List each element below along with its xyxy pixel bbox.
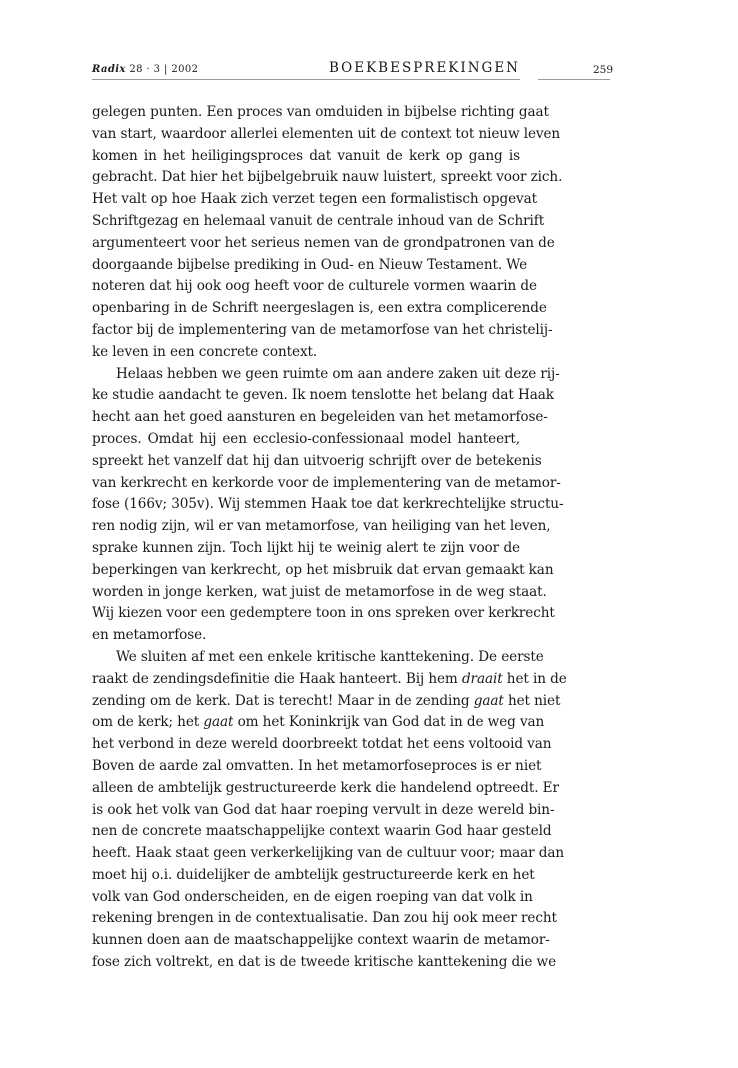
- line-text: Het valt op hoe Haak zich verzet tegen een formalistisch opgevat: [92, 191, 537, 208]
- text-line: [92, 211, 545, 233]
- journal-issue: 28 · 3 | 2002: [129, 64, 199, 75]
- text-line: [92, 407, 548, 429]
- paragraph: [92, 647, 567, 974]
- text-line: [92, 865, 535, 887]
- line-text: ren nodig zijn, wil er van metamorfose, van heiliging van het leven,: [92, 518, 551, 535]
- line-text: noteren dat hij ook oog heeft voor de culturele vormen waarin de: [92, 278, 537, 295]
- text-line: [92, 887, 533, 909]
- article-body: [92, 102, 567, 974]
- text-line: [92, 516, 551, 538]
- line-text: Schriftgezag en helemaal vanuit de centrale inhoud van de Schrift: [92, 212, 545, 229]
- text-line: [92, 560, 554, 582]
- emphasis-text: gaat: [203, 714, 234, 731]
- text-line: [92, 908, 557, 930]
- line-text: worden in jonge kerken, wat juist de metamorfose in de weg staat.: [92, 583, 547, 600]
- line-text: het verbond in deze wereld doorbreekt totdat het eens voltooid van: [92, 736, 552, 753]
- text-line: [92, 342, 520, 364]
- line-text: nen de concrete maatschappelijke context waarin God haar gesteld: [92, 823, 552, 840]
- text-line: [92, 843, 565, 865]
- journal-reference: [92, 64, 198, 75]
- page-number: 259: [593, 64, 614, 76]
- line-text: sprake kunnen zijn. Toch lijkt hij te weinig alert te zijn voor de: [92, 539, 520, 556]
- line-text: rekening brengen in de contextualisatie. Dan zou hij ook meer recht: [92, 910, 557, 927]
- section-title: BOEKBESPREKINGEN: [329, 60, 520, 76]
- text-line: [92, 691, 561, 713]
- line-text: spreekt het vanzelf dat hij dan uitvoerig schrijft over de betekenis: [92, 452, 542, 469]
- line-text: van kerkrecht en kerkorde voor de implementering van de metamor-: [92, 474, 561, 491]
- line-text: Helaas hebben we geen ruimte om aan andere zaken uit deze rij-: [116, 365, 560, 382]
- text-line: [92, 385, 554, 407]
- text-line: [92, 582, 547, 604]
- line-text: factor bij de implementering van de metamorfose van het christelij-: [92, 321, 553, 338]
- line-text: openbaring in de Schrift neergeslagen is, een extra complicerende: [92, 300, 547, 317]
- line-text: We sluiten af met een enkele kritische kanttekening. De eerste: [116, 648, 544, 665]
- line-text: van start, waardoor allerlei elementen uit de context tot nieuw leven: [92, 125, 561, 142]
- text-line: [92, 647, 544, 669]
- text-line: [92, 255, 528, 277]
- line-text: ke leven in een concrete context.: [92, 343, 318, 360]
- text-line: [92, 625, 520, 647]
- journal-name: Radix: [92, 64, 126, 75]
- text-line: [92, 276, 537, 298]
- text-line: [92, 800, 555, 822]
- text-line: [92, 451, 542, 473]
- line-text: komen in het heiligingsproces dat vanuit de kerk op gang is: [92, 147, 520, 164]
- line-text: alleen de ambtelijk gestructureerde kerk die handelend optreedt. Er: [92, 779, 559, 796]
- line-text: om de kerk; het: [92, 714, 204, 731]
- line-text: Wij kiezen voor een gedemptere toon in ons spreken over kerkrecht: [92, 605, 555, 622]
- text-line: [92, 603, 555, 625]
- header-rule: [92, 79, 520, 80]
- line-text: proces. Omdat hij een ecclesio-confessionaal model hanteert,: [92, 430, 520, 447]
- page-number-block: [538, 60, 614, 80]
- text-line: [92, 298, 547, 320]
- line-text: gebracht. Dat hier het bijbelgebruik nauw luistert, spreekt voor zich.: [92, 169, 563, 186]
- line-text: raakt de zendingsdefinitie die Haak hanteert. Bij hem: [92, 670, 462, 687]
- text-line: [92, 756, 542, 778]
- running-header: [92, 60, 520, 80]
- line-text: het in de: [502, 670, 567, 687]
- text-line: [92, 778, 559, 800]
- text-line: [92, 952, 557, 974]
- line-text: kunnen doen aan de maatschappelijke context waarin de metamor-: [92, 932, 550, 949]
- text-line: [92, 233, 555, 255]
- paragraph: [92, 102, 563, 364]
- line-text: en metamorfose.: [92, 627, 207, 644]
- line-text: hecht aan het goed aansturen en begeleiden van het metamorfose-: [92, 409, 548, 426]
- text-line: [92, 473, 561, 495]
- line-text: gelegen punten. Een proces van omduiden in bijbelse richting gaat: [92, 104, 549, 120]
- text-line: [92, 146, 520, 168]
- text-line: [92, 669, 567, 691]
- text-line: [92, 167, 563, 189]
- text-line: [92, 124, 561, 146]
- line-text: argumenteert voor het serieus nemen van de grondpatronen van de: [92, 234, 555, 251]
- line-text: het niet: [503, 692, 561, 709]
- line-text: Boven de aarde zal omvatten. In het metamorfoseproces is er niet: [92, 757, 542, 774]
- text-line: [92, 494, 564, 516]
- emphasis-text: gaat: [473, 692, 504, 709]
- line-text: beperkingen van kerkrecht, op het misbruik dat ervan gemaakt kan: [92, 561, 554, 578]
- text-line: [92, 429, 520, 451]
- page-number-rule: [538, 79, 610, 80]
- text-line: [92, 712, 545, 734]
- text-line: [92, 734, 552, 756]
- line-text: fose zich voltrekt, en dat is de tweede kritische kanttekening die we: [92, 954, 557, 971]
- text-line: [92, 102, 549, 124]
- line-text: doorgaande bijbelse prediking in Oud- en Nieuw Testament. We: [92, 256, 528, 273]
- line-text: zending om de kerk. Dat is terecht! Maar in de zending: [92, 692, 474, 709]
- text-line: [92, 930, 550, 952]
- line-text: moet hij o.i. duidelijker de ambtelijk gestructureerde kerk en het: [92, 866, 535, 883]
- text-line: [92, 320, 553, 342]
- text-line: [92, 364, 560, 386]
- line-text: is ook het volk van God dat haar roeping vervult in deze wereld bin-: [92, 801, 555, 818]
- text-line: [92, 538, 520, 560]
- paragraph: [92, 364, 564, 647]
- line-text: fose (166v; 305v). Wij stemmen Haak toe dat kerkrechtelijke structu-: [92, 496, 564, 513]
- emphasis-text: draait: [461, 670, 503, 687]
- line-text: om het Koninkrijk van God dat in de weg van: [233, 714, 545, 731]
- text-line: [92, 821, 552, 843]
- text-line: [92, 189, 537, 211]
- line-text: heeft. Haak staat geen verkerkelijking van de cultuur voor; maar dan: [92, 845, 565, 862]
- line-text: volk van God onderscheiden, en de eigen roeping van dat volk in: [92, 888, 533, 905]
- line-text: ke studie aandacht te geven. Ik noem tenslotte het belang dat Haak: [92, 387, 554, 404]
